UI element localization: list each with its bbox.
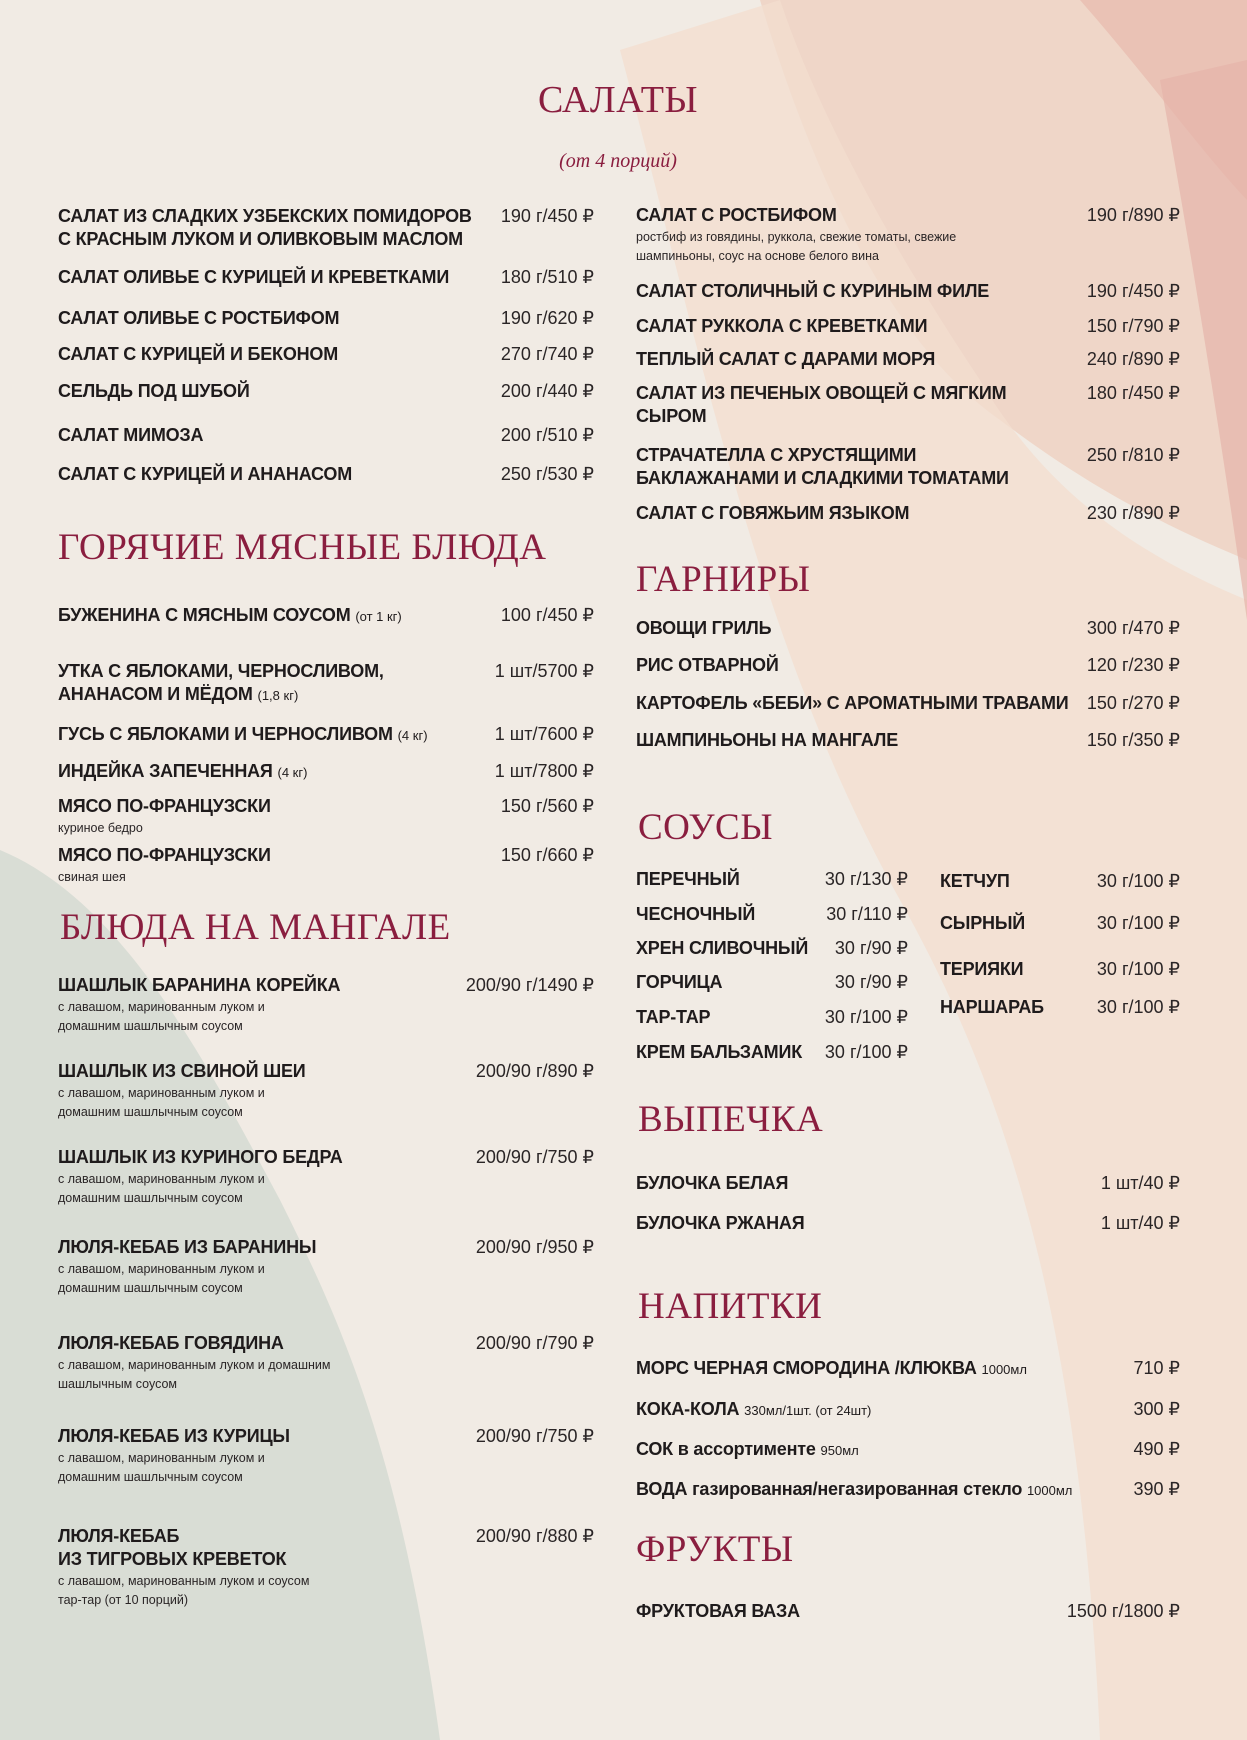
- item-price: 250 г/530 ₽: [500, 464, 594, 484]
- item-price: 190 г/450 ₽: [1086, 281, 1180, 301]
- item-price: 150 г/790 ₽: [1086, 316, 1180, 336]
- item-price: 200/90 г/750 ₽: [475, 1426, 594, 1446]
- menu-item: [636, 1006, 908, 1029]
- item-name: ЛЮЛЯ-КЕБАБ ИЗ ТИГРОВЫХ КРЕВЕТОК: [58, 1526, 287, 1569]
- item-name: ТАР-ТАР: [636, 1007, 711, 1027]
- item-price: 120 г/230 ₽: [1086, 655, 1180, 675]
- item-price: 270 г/740 ₽: [500, 344, 594, 364]
- fruits-title: ФРУКТЫ: [636, 1529, 794, 1570]
- item-description: с лавашом, маринованным луком и домашним шашлычным соусом: [58, 1000, 265, 1033]
- drinks-title: НАПИТКИ: [638, 1286, 823, 1327]
- item-price: 200 г/510 ₽: [500, 425, 594, 445]
- item-name: МЯСО ПО-ФРАНЦУЗСКИ: [58, 845, 271, 865]
- salads-subtitle: (от 4 порций): [559, 150, 677, 172]
- item-name: МЯСО ПО-ФРАНЦУЗСКИ: [58, 796, 271, 816]
- item-price: 200/90 г/950 ₽: [475, 1237, 594, 1257]
- item-name: ОВОЩИ ГРИЛЬ: [636, 618, 772, 638]
- item-description: с лавашом, маринованным луком и домашним шашлычным соусом: [58, 1358, 331, 1391]
- item-note: (1,8 кг): [257, 688, 299, 703]
- menu-item: [636, 937, 908, 960]
- item-name: САЛАТ ИЗ ПЕЧЕНЫХ ОВОЩЕЙ С МЯГКИМ СЫРОМ: [636, 383, 1007, 426]
- menu-item: [58, 463, 594, 486]
- menu-item: [636, 204, 1180, 266]
- item-description: с лавашом, маринованным луком и домашним шашлычным соусом: [58, 1086, 265, 1119]
- menu-item: [58, 1525, 594, 1610]
- menu-item: [636, 868, 908, 891]
- item-name: МОРС ЧЕРНАЯ СМОРОДИНА /КЛЮКВА 1000мл: [636, 1358, 1027, 1378]
- item-name: САЛАТ С КУРИЦЕЙ И АНАНАСОМ: [58, 464, 352, 484]
- menu-item: [940, 870, 1180, 893]
- item-name: ТЕПЛЫЙ САЛАТ С ДАРАМИ МОРЯ: [636, 349, 936, 369]
- menu-item: [58, 604, 594, 628]
- menu-item: [636, 692, 1180, 715]
- sauces-title: СОУСЫ: [638, 807, 773, 848]
- item-note: 1000мл: [981, 1362, 1027, 1377]
- menu-item: [636, 1212, 1180, 1235]
- item-price: 300 г/470 ₽: [1086, 618, 1180, 638]
- item-price: 30 г/90 ₽: [834, 938, 908, 958]
- item-description: свиная шея: [58, 870, 126, 884]
- menu-item: [940, 958, 1180, 981]
- menu-item: [636, 348, 1180, 371]
- item-price: 300 ₽: [1133, 1399, 1180, 1419]
- item-price: 1 шт/40 ₽: [1100, 1213, 1180, 1233]
- item-name: ФРУКТОВАЯ ВАЗА: [636, 1601, 800, 1621]
- item-price: 200/90 г/1490 ₽: [465, 975, 594, 995]
- item-name: САЛАТ ОЛИВЬЕ С РОСТБИФОМ: [58, 308, 340, 328]
- item-note: (от 1 кг): [355, 609, 402, 624]
- menu-item: [58, 1236, 594, 1298]
- item-name: ВОДА газированная/негазированная стекло 1000мл: [636, 1479, 1073, 1499]
- item-price: 190 г/620 ₽: [500, 308, 594, 328]
- item-name: БУЖЕНИНА С МЯСНЫМ СОУСОМ (от 1 кг): [58, 605, 402, 625]
- item-name: ПЕРЕЧНЫЙ: [636, 869, 740, 889]
- item-price: 30 г/100 ₽: [824, 1042, 908, 1062]
- item-name: УТКА С ЯБЛОКАМИ, ЧЕРНОСЛИВОМ, АНАНАСОМ И МЁДОМ (1,8 кг): [58, 661, 384, 704]
- menu-item: [58, 844, 594, 887]
- item-name: БУЛОЧКА БЕЛАЯ: [636, 1173, 789, 1193]
- menu-item: [636, 971, 908, 994]
- item-name: РИС ОТВАРНОЙ: [636, 655, 779, 675]
- item-note: (4 кг): [397, 728, 428, 743]
- menu-item: [58, 380, 594, 403]
- menu-item: [636, 444, 1180, 490]
- menu-item: [636, 280, 1180, 303]
- item-name: ЧЕСНОЧНЫЙ: [636, 904, 756, 924]
- menu-item: [58, 1332, 594, 1394]
- item-name: КРЕМ БАЛЬЗАМИК: [636, 1042, 802, 1062]
- menu-item: [636, 382, 1180, 428]
- item-name: ШАШЛЫК ИЗ КУРИНОГО БЕДРА: [58, 1147, 343, 1167]
- item-price: 250 г/810 ₽: [1086, 445, 1180, 465]
- item-price: 30 г/110 ₽: [826, 904, 908, 924]
- item-price: 150 г/660 ₽: [500, 845, 594, 865]
- item-price: 30 г/90 ₽: [834, 972, 908, 992]
- menu-item: [636, 617, 1180, 640]
- menu-item: [636, 1398, 1180, 1422]
- item-description: с лавашом, маринованным луком и домашним шашлычным соусом: [58, 1172, 265, 1205]
- item-name: СТРАЧАТЕЛЛА С ХРУСТЯЩИМИ БАКЛАЖАНАМИ И СЛАДКИМИ ТОМАТАМИ: [636, 445, 1009, 488]
- menu-item: [58, 723, 594, 747]
- menu-item: [636, 1357, 1180, 1381]
- menu-item: [636, 1438, 1180, 1462]
- item-description: с лавашом, маринованным луком и соусом тар-тар (от 10 порций): [58, 1574, 310, 1607]
- item-price: 190 г/450 ₽: [500, 206, 594, 226]
- item-name: СЕЛЬДЬ ПОД ШУБОЙ: [58, 381, 250, 401]
- item-price: 200 г/440 ₽: [500, 381, 594, 401]
- item-name: ЛЮЛЯ-КЕБАБ ИЗ БАРАНИНЫ: [58, 1237, 317, 1257]
- menu-item: [940, 996, 1180, 1019]
- item-name: ГОРЧИЦА: [636, 972, 723, 992]
- menu-item: [636, 729, 1180, 752]
- item-price: 1 шт/40 ₽: [1100, 1173, 1180, 1193]
- item-price: 230 г/890 ₽: [1086, 503, 1180, 523]
- item-price: 390 ₽: [1133, 1479, 1180, 1499]
- item-name: ХРЕН СЛИВОЧНЫЙ: [636, 938, 809, 958]
- item-price: 30 г/100 ₽: [824, 1007, 908, 1027]
- menu-item: [636, 903, 908, 926]
- item-name: СЫРНЫЙ: [940, 913, 1025, 933]
- item-price: 200/90 г/890 ₽: [475, 1061, 594, 1081]
- item-name: САЛАТ ОЛИВЬЕ С КУРИЦЕЙ И КРЕВЕТКАМИ: [58, 267, 450, 287]
- item-price: 100 г/450 ₽: [500, 605, 594, 625]
- bakery-title: ВЫПЕЧКА: [638, 1099, 824, 1140]
- salads-title: САЛАТЫ: [537, 79, 699, 121]
- item-price: 200/90 г/880 ₽: [475, 1526, 594, 1546]
- menu-item: [58, 1060, 594, 1122]
- item-price: 1 шт/7800 ₽: [494, 761, 594, 781]
- item-name: СОК в ассортименте 950мл: [636, 1439, 859, 1459]
- item-price: 1500 г/1800 ₽: [1066, 1601, 1180, 1621]
- item-description: с лавашом, маринованным луком и домашним шашлычным соусом: [58, 1451, 265, 1484]
- item-price: 490 ₽: [1133, 1439, 1180, 1459]
- menu-item: [58, 1146, 594, 1208]
- item-note: (4 кг): [277, 765, 308, 780]
- menu-item: [58, 205, 594, 251]
- item-name: САЛАТ РУККОЛА С КРЕВЕТКАМИ: [636, 316, 928, 336]
- item-name: ШАШЛЫК БАРАНИНА КОРЕЙКА: [58, 975, 341, 995]
- item-name: КОКА-КОЛА 330мл/1шт. (от 24шт): [636, 1399, 872, 1419]
- item-name: КАРТОФЕЛЬ «БЕБИ» С АРОМАТНЫМИ ТРАВАМИ: [636, 693, 1069, 713]
- item-price: 180 г/450 ₽: [1086, 383, 1180, 403]
- item-price: 1 шт/7600 ₽: [494, 724, 594, 744]
- item-name: САЛАТ МИМОЗА: [58, 425, 204, 445]
- item-price: 710 ₽: [1133, 1358, 1180, 1378]
- item-price: 1 шт/5700 ₽: [494, 661, 594, 681]
- item-name: САЛАТ С КУРИЦЕЙ И БЕКОНОМ: [58, 344, 339, 364]
- item-description: с лавашом, маринованным луком и домашним шашлычным соусом: [58, 1262, 265, 1295]
- menu-item: [636, 1041, 908, 1064]
- menu-item: [58, 307, 594, 330]
- item-note: 950мл: [820, 1443, 859, 1458]
- item-price: 180 г/510 ₽: [500, 267, 594, 287]
- menu-item: [58, 974, 594, 1036]
- item-name: ЛЮЛЯ-КЕБАБ ГОВЯДИНА: [58, 1333, 284, 1353]
- item-price: 150 г/350 ₽: [1086, 730, 1180, 750]
- item-name: ШАМПИНЬОНЫ НА МАНГАЛЕ: [636, 730, 898, 750]
- item-description: ростбиф из говядины, руккола, свежие томаты, свежие шампиньоны, соус на основе белого вина: [636, 230, 957, 263]
- menu-item: [58, 760, 594, 784]
- menu-item: [636, 1600, 1180, 1623]
- garnish-title: ГАРНИРЫ: [636, 559, 811, 600]
- item-price: 30 г/100 ₽: [1096, 913, 1180, 933]
- hot-dishes-title: ГОРЯЧИЕ МЯСНЫЕ БЛЮДА: [58, 527, 547, 568]
- menu-item: [636, 1172, 1180, 1195]
- item-price: 30 г/100 ₽: [1096, 997, 1180, 1017]
- menu-item: [636, 315, 1180, 338]
- item-price: 150 г/270 ₽: [1086, 693, 1180, 713]
- item-name: БУЛОЧКА РЖАНАЯ: [636, 1213, 805, 1233]
- item-name: КЕТЧУП: [940, 871, 1010, 891]
- item-name: ИНДЕЙКА ЗАПЕЧЕННАЯ (4 кг): [58, 761, 308, 781]
- menu-item: [58, 343, 594, 366]
- item-price: 200/90 г/790 ₽: [475, 1333, 594, 1353]
- menu-item: [58, 660, 594, 707]
- item-name: ТЕРИЯКИ: [940, 959, 1024, 979]
- item-name: ГУСЬ С ЯБЛОКАМИ И ЧЕРНОСЛИВОМ (4 кг): [58, 724, 428, 744]
- menu-item: [58, 795, 594, 838]
- item-name: САЛАТ С РОСТБИФОМ: [636, 205, 837, 225]
- item-name: САЛАТ СТОЛИЧНЫЙ С КУРИНЫМ ФИЛЕ: [636, 281, 990, 301]
- item-note: 330мл/1шт. (от 24шт): [744, 1403, 872, 1418]
- item-price: 30 г/100 ₽: [1096, 871, 1180, 891]
- item-price: 150 г/560 ₽: [500, 796, 594, 816]
- item-note: 1000мл: [1026, 1483, 1073, 1498]
- menu-item: [58, 1425, 594, 1487]
- item-description: куриное бедро: [58, 821, 143, 835]
- menu-item: [58, 424, 594, 447]
- item-price: 240 г/890 ₽: [1086, 349, 1180, 369]
- item-price: 30 г/130 ₽: [824, 869, 908, 889]
- grill-title: БЛЮДА НА МАНГАЛЕ: [60, 907, 451, 948]
- item-name: НАРШАРАБ: [940, 997, 1044, 1017]
- item-price: 30 г/100 ₽: [1096, 959, 1180, 979]
- menu-item: [636, 1478, 1180, 1502]
- item-name: ЛЮЛЯ-КЕБАБ ИЗ КУРИЦЫ: [58, 1426, 290, 1446]
- item-price: 200/90 г/750 ₽: [475, 1147, 594, 1167]
- menu-item: [940, 912, 1180, 935]
- item-name: САЛАТ ИЗ СЛАДКИХ УЗБЕКСКИХ ПОМИДОРОВ С КРАСНЫМ ЛУКОМ И ОЛИВКОВЫМ МАСЛОМ: [58, 206, 472, 249]
- menu-item: [636, 502, 1180, 525]
- item-name: САЛАТ С ГОВЯЖЬИМ ЯЗЫКОМ: [636, 503, 910, 523]
- item-price: 190 г/890 ₽: [1086, 205, 1180, 225]
- menu-item: [636, 654, 1180, 677]
- item-name: ШАШЛЫК ИЗ СВИНОЙ ШЕИ: [58, 1061, 306, 1081]
- menu-item: [58, 266, 594, 289]
